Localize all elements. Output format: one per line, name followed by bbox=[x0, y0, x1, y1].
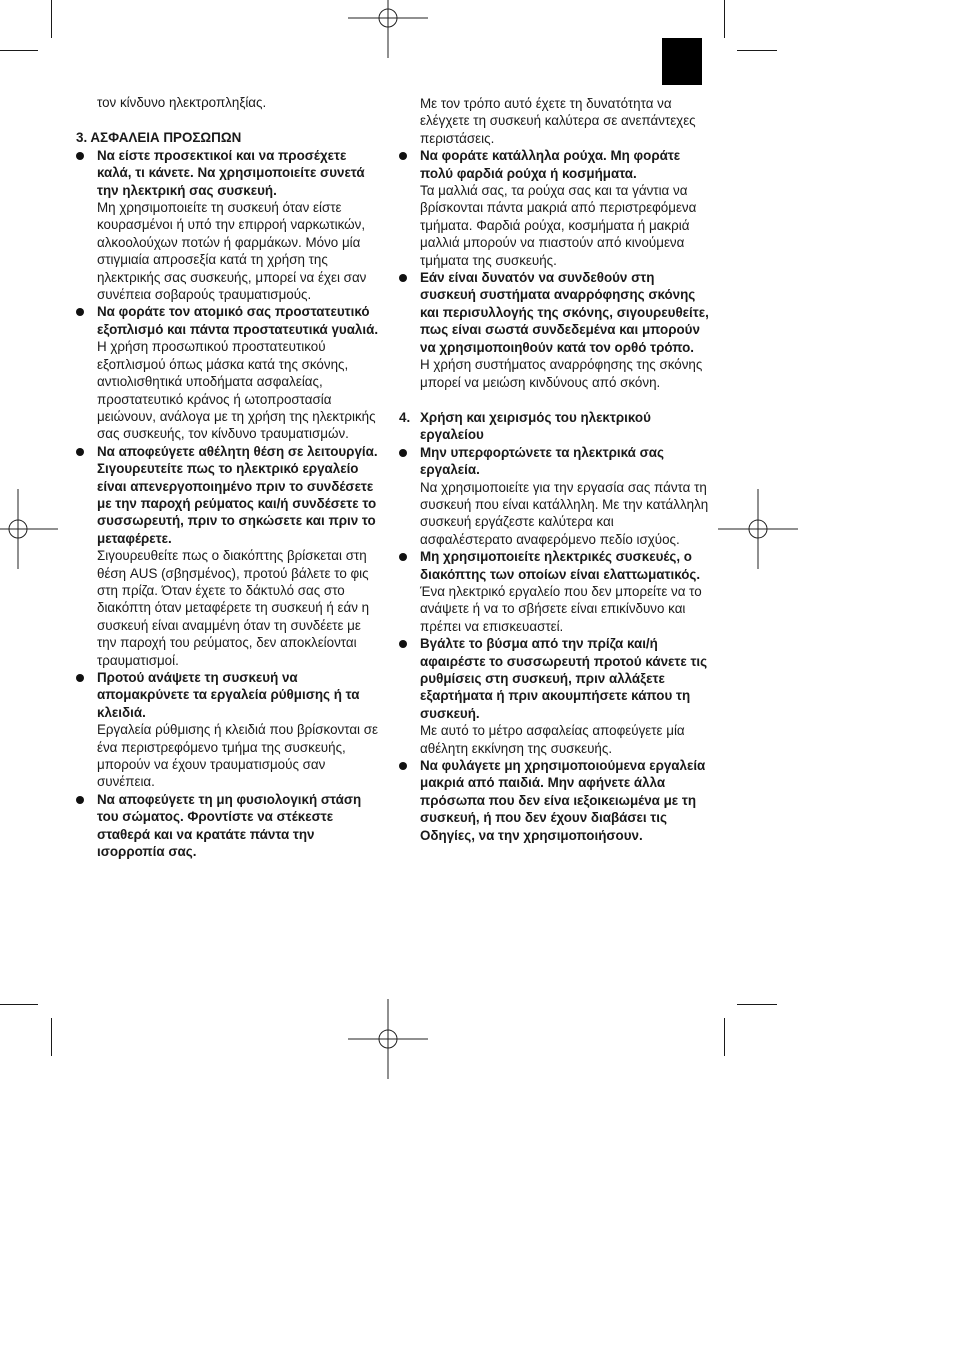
section-heading-personal-safety: 3. ΑΣΦΑΛΕΙΑ ΠΡΟΣΩΠΩΝ bbox=[76, 130, 242, 146]
list-item bbox=[76, 303, 382, 442]
item-text: Ένα ηλεκτρικό εργαλείο που δεν μπορείτε να το ανάψετε ή να το σβήσετε είναι επικίνδυνο και πρέπει να επισκευαστεί. bbox=[420, 583, 702, 634]
crop-mark-bottom-left-v bbox=[51, 1018, 52, 1056]
crop-mark-top-left-v bbox=[51, 0, 52, 38]
crop-mark-top-right-h bbox=[737, 50, 777, 51]
list-item bbox=[76, 443, 382, 669]
item-bold-text: Να φοράτε τον ατομικό σας προστατευτικό εξοπλισμό και πάντα προστατευτικά γυαλιά. bbox=[97, 304, 379, 337]
list-item bbox=[399, 635, 709, 757]
item-bold-text: Βγάλτε το βύσμα από την πρίζα και/ή αφαιρέστε το συσσωρευτή προτού κάνετε τις ρυθμίσεις στη συσκευή, πριν αλλάξετε εξαρτήματα ή πριν ακουμπήσετε κάπου τη συσκευή. bbox=[420, 636, 708, 721]
registration-mark-top bbox=[348, 0, 428, 58]
item-bold-text: Εάν είναι δυνατόν να συνδεθούν στη συσκευή συστήματα αναρρόφησης σκόνης και περισυλλογής της σκόνης, σιγουρευθείτε, πως είναι σωστά συνδεδεμένα και μπορούν να χρησιμοποιηθούν κατά τον ορθό τρόπο. bbox=[420, 270, 709, 355]
section-number: 4. bbox=[399, 409, 411, 425]
crop-mark-top-left-h bbox=[0, 50, 38, 51]
item-text: Εργαλεία ρύθμισης ή κλειδιά που βρίσκονται σε ένα περιστρεφόμενο τμήμα της συσκευής, μπορούν να έχουν τραυματισμούς σαν συνέπεια. bbox=[97, 722, 378, 790]
list-item bbox=[76, 147, 382, 304]
list-item bbox=[399, 548, 709, 635]
item-text: Η χρήση προσωπικού προστατευτικού εξοπλισμού όπως μάσκα κατά της σκόνης, αντιολισθητικά υποδήματα ασφαλείας, προστατευτικό κράνος ή ωτοπροστασία μειώνουν, ανάλογα με τη χρήση της ηλεκτρικής σας συσκευής, τον κίνδυνο τραυματισμών. bbox=[97, 339, 376, 442]
item-bold-text: Να φοράτε κατάλληλα ρούχα. Μη φοράτε πολύ φαρδιά ρούχα ή κοσμήματα. bbox=[420, 148, 681, 181]
item-text: Τα μαλλιά σας, τα ρούχα σας και τα γάντια να βρίσκονται πάντα μακριά από περιστρεφόμενα τμήματα. Φαρδιά ρούχα, κοσμήματα ή μακριά μαλλιά μπορούν να πιαστούν από κινούμενα τμήματα της συσκευής. bbox=[420, 183, 697, 268]
bullet-icon bbox=[399, 553, 407, 561]
item-bold-text: Μην υπερφορτώνετε τα ηλεκτρικά σας εργαλεία. bbox=[420, 444, 664, 478]
registration-mark-bottom bbox=[348, 999, 428, 1079]
list-item bbox=[399, 269, 709, 391]
item-text: Να χρησιμοποιείτε για την εργασία σας πάντα τη συσκευή που είναι κατάλληλη. Με την κατάλληλη συσκευή εργάζεστε καλύτερα και ασφαλέστερατο αναφερόμενο πεδίο ισχύος. bbox=[420, 479, 709, 547]
item-text: Μη χρησιμοποιείτε τη συσκευή όταν είστε κουρασμένοι ή υπό την επιρροή ναρκωτικών, αλκοολούχων ποτών ή φαρμάκων. Μόνο μία στιγμιαία απροσεξία κατά τη χρήση της ηλεκτρικής σας συσκευής, μπορεί να έχει σαν συνέπεια σοβαρούς τραυματισμούς. bbox=[97, 200, 367, 303]
list-item bbox=[399, 147, 709, 269]
bullet-icon bbox=[399, 274, 407, 282]
right-column bbox=[399, 95, 709, 844]
item-bold-text: Να φυλάγετε μη χρησιμοποιούμενα εργαλεία μακριά από παιδιά. Μην αφήνετε άλλα πρόσωπα που δεν είνα ιεξοικειωμένα με τη συσκευή, ή που δεν έχουν διαβάσει τις Οδηγίες, να την χρησιμοποιήσουν. bbox=[420, 758, 706, 843]
registration-mark-left bbox=[0, 489, 58, 569]
item-text: Η χρήση συστήματος αναρρόφησης της σκόνης μπορεί να μειώση κινδύνους από σκόνη. bbox=[420, 357, 703, 390]
item-bold-text: Μη χρησιμοποιείτε ηλεκτρικές συσκευές, ο διακόπτης των οποίων είναι ελαττωματικός. bbox=[420, 549, 701, 582]
bullet-icon bbox=[399, 762, 407, 770]
crop-mark-top-right-v bbox=[724, 0, 725, 38]
bullet-icon bbox=[76, 674, 84, 682]
crop-mark-bottom-right-v bbox=[724, 1018, 725, 1056]
list-item bbox=[399, 757, 709, 844]
bullet-icon bbox=[399, 640, 407, 648]
bullet-icon bbox=[76, 796, 84, 804]
section-heading-tool-use bbox=[399, 409, 709, 444]
left-column bbox=[76, 94, 382, 860]
language-tab-marker bbox=[662, 38, 702, 85]
bullet-icon bbox=[399, 449, 407, 457]
intro-text: τον κίνδυνο ηλεκτροπληξίας. bbox=[97, 95, 267, 110]
item-bold-text: Προτού ανάψετε τη συσκευή να απομακρύνετε τα εργαλεία ρύθμισης ή τα κλειδιά. bbox=[97, 670, 360, 720]
item-text: Με αυτό το μέτρο ασφαλείας αποφεύγετε μία αθέλητη εκκίνηση της συσκευής. bbox=[420, 723, 685, 756]
item-text: Σιγουρευθείτε πως ο διακόπτης βρίσκεται στη θέση AUS (σβησμένος), προτού βάλετε το φις στη πρίζα. Όταν έχετε το δάκτυλό σας στο διακόπτη όταν μεταφέρετε τη συσκευή ή εάν η συσκευή είναι αναμμένη όταν τη συνδέετε με την παροχή του ρεύματος, δεν αποκλείονται τραυματισμοί. bbox=[97, 548, 370, 668]
item-bold-text: Να είστε προσεκτικοί και να προσέχετε καλά, τι κάνετε. Να χρησιμοποιείτε συνετά την ηλεκτρική σας συσκευή. bbox=[97, 147, 365, 198]
bullet-icon bbox=[399, 152, 407, 160]
crop-mark-bottom-right-h bbox=[737, 1004, 777, 1005]
item-bold-text: Να αποφεύγετε τη μη φυσιολογική στάση του σώματος. Φροντίστε να στέκεστε σταθερά και να κρατάτε πάντα την ισορροπία σας. bbox=[97, 791, 362, 860]
registration-mark-right bbox=[718, 489, 798, 569]
list-item bbox=[399, 444, 709, 548]
list-item bbox=[76, 669, 382, 791]
item-bold-text: Να αποφεύγετε αθέλητη θέση σε λειτουργία. Σιγουρευτείτε πως το ηλεκτρικό εργαλείο είναι απενεργοποιημένο πριν το συνδέσετε με την παροχή ρεύματος και/ή συνδέσετε το συσσωρευτή, πριν το σηκώσετε και πριν το μεταφέρετε. bbox=[97, 443, 378, 546]
crop-mark-bottom-left-h bbox=[0, 1004, 38, 1005]
section-title: Χρήση και χειρισμός του ηλεκτρικού εργαλείου bbox=[420, 409, 651, 443]
bullet-icon bbox=[76, 152, 84, 160]
list-item bbox=[76, 791, 382, 861]
bullet-icon bbox=[76, 448, 84, 456]
bullet-icon bbox=[76, 308, 84, 316]
intro-text: Με τον τρόπο αυτό έχετε τη δυνατότητα να ελέγχετε τη συσκευή καλύτερα σε ανεπάντεχες περιστάσεις. bbox=[420, 96, 696, 146]
